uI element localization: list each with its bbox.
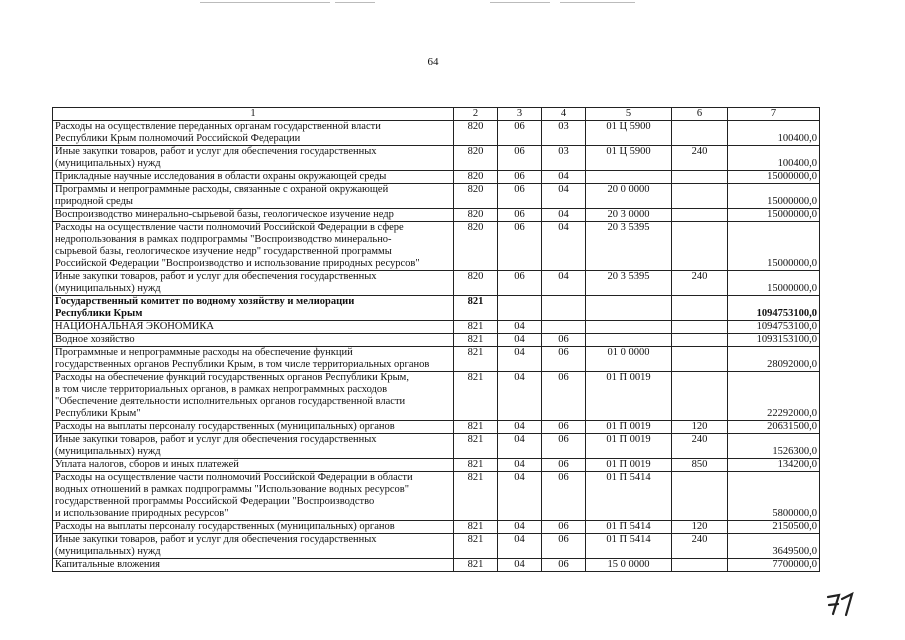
row-expense-type-cell (672, 171, 728, 184)
row-target-article-cell (586, 171, 672, 184)
header-cell: 3 (498, 108, 542, 121)
row-amount-cell: 15000000,0 (728, 271, 820, 296)
row-description-cell: Прикладные научные исследования в области охраны окружающей среды (53, 171, 454, 184)
row-target-article-cell: 20 3 5395 (586, 271, 672, 296)
table-row (53, 271, 820, 296)
row-subsection-cell (542, 296, 586, 321)
row-amount-cell: 15000000,0 (728, 209, 820, 222)
row-expense-type-cell (672, 334, 728, 347)
table-row (53, 321, 820, 334)
row-section-cell: 04 (498, 521, 542, 534)
row-expense-type-cell (672, 184, 728, 209)
row-description-cell: Иные закупки товаров, работ и услуг для обеспечения государственных (муниципальных) нужд (53, 146, 454, 171)
table-row (53, 146, 820, 171)
row-description-cell: Расходы на осуществление части полномочий Российской Федерации в области водных отношений в рамках подпрограммы "Использование водных ресурсов" государственной программы Российской Федерации "Воспроизводство и использование природных ресурсов" (53, 472, 454, 521)
row-description-cell: Государственный комитет по водному хозяйству и мелиорации Республики Крым (53, 296, 454, 321)
row-amount-cell: 22292000,0 (728, 372, 820, 421)
row-amount-cell: 5800000,0 (728, 472, 820, 521)
table-row (53, 334, 820, 347)
row-amount-cell: 3649500,0 (728, 534, 820, 559)
header-cell: 7 (728, 108, 820, 121)
row-target-article-cell (586, 334, 672, 347)
row-description-cell: Воспроизводство минерально-сырьевой базы, геологическое изучение недр (53, 209, 454, 222)
table-row (53, 222, 820, 271)
row-target-article-cell (586, 321, 672, 334)
table-row (53, 421, 820, 434)
row-description-cell: Программы и непрограммные расходы, связанные с охраной окружающей природной среды (53, 184, 454, 209)
row-target-article-cell: 01 П 5414 (586, 521, 672, 534)
row-target-article-cell: 01 Ц 5900 (586, 146, 672, 171)
table-row (53, 559, 820, 572)
row-expense-type-cell: 240 (672, 534, 728, 559)
header-cell: 4 (542, 108, 586, 121)
row-section-cell: 04 (498, 472, 542, 521)
row-description-cell: Иные закупки товаров, работ и услуг для обеспечения государственных (муниципальных) нужд (53, 271, 454, 296)
row-expense-type-cell: 120 (672, 421, 728, 434)
header-cell: 5 (586, 108, 672, 121)
row-target-article-cell: 01 П 5414 (586, 534, 672, 559)
table-row (53, 121, 820, 146)
row-target-article-cell: 01 П 0019 (586, 421, 672, 434)
row-description-cell: Программные и непрограммные расходы на обеспечение функций государственных органов Республики Крым, в том числе территориальных органов (53, 347, 454, 372)
page-number: 64 (427, 56, 439, 68)
budget-table-container (52, 107, 820, 572)
row-amount-cell: 2150500,0 (728, 521, 820, 534)
table-row (53, 534, 820, 559)
row-expense-type-cell (672, 121, 728, 146)
row-expense-type-cell: 240 (672, 271, 728, 296)
budget-table (52, 107, 820, 572)
handwritten-mark-signature (824, 588, 858, 618)
row-description-cell: НАЦИОНАЛЬНАЯ ЭКОНОМИКА (53, 321, 454, 334)
row-target-article-cell: 01 П 5414 (586, 472, 672, 521)
row-admin-code-cell: 820 (454, 271, 498, 296)
header-cell: 6 (672, 108, 728, 121)
row-section-cell: 06 (498, 271, 542, 296)
row-section-cell: 04 (498, 434, 542, 459)
row-admin-code-cell: 821 (454, 472, 498, 521)
row-amount-cell: 1094753100,0 (728, 321, 820, 334)
row-admin-code-cell: 821 (454, 347, 498, 372)
table-row (53, 184, 820, 209)
row-target-article-cell: 01 0 0000 (586, 347, 672, 372)
table-row (53, 171, 820, 184)
row-section-cell: 06 (498, 184, 542, 209)
row-target-article-cell: 20 3 5395 (586, 222, 672, 271)
row-target-article-cell: 20 0 0000 (586, 184, 672, 209)
row-admin-code-cell: 820 (454, 121, 498, 146)
row-amount-cell: 134200,0 (728, 459, 820, 472)
row-section-cell: 04 (498, 534, 542, 559)
table-row (53, 472, 820, 521)
row-expense-type-cell (672, 209, 728, 222)
row-admin-code-cell: 820 (454, 146, 498, 171)
table-header-row (53, 108, 820, 121)
row-description-cell: Расходы на осуществление части полномочий Российской Федерации в сфере недропользования в рамках подпрограммы "Воспроизводство минерально- сырьевой базы, геологическое изучение недр" государственной программы Российской Федерации "Воспроизводство и использование природных ресурсов" (53, 222, 454, 271)
scan-artifact-line (335, 2, 375, 3)
row-admin-code-cell: 820 (454, 184, 498, 209)
row-admin-code-cell: 821 (454, 296, 498, 321)
row-section-cell: 06 (498, 222, 542, 271)
row-section-cell: 06 (498, 146, 542, 171)
table-row (53, 521, 820, 534)
row-subsection-cell: 04 (542, 271, 586, 296)
row-description-cell: Расходы на выплаты персоналу государственных (муниципальных) органов (53, 521, 454, 534)
row-expense-type-cell (672, 472, 728, 521)
row-admin-code-cell: 821 (454, 372, 498, 421)
row-description-cell: Водное хозяйство (53, 334, 454, 347)
row-description-cell: Расходы на выплаты персоналу государственных (муниципальных) органов (53, 421, 454, 434)
row-amount-cell: 15000000,0 (728, 184, 820, 209)
scan-artifact-line (490, 2, 550, 3)
row-section-cell: 04 (498, 421, 542, 434)
row-section-cell: 04 (498, 372, 542, 421)
row-section-cell: 04 (498, 347, 542, 372)
row-expense-type-cell (672, 296, 728, 321)
scan-artifact-line (560, 2, 635, 3)
row-subsection-cell: 06 (542, 372, 586, 421)
row-amount-cell: 100400,0 (728, 146, 820, 171)
row-subsection-cell: 06 (542, 434, 586, 459)
row-admin-code-cell: 821 (454, 521, 498, 534)
row-expense-type-cell (672, 372, 728, 421)
row-section-cell: 04 (498, 459, 542, 472)
scan-artifact-line (200, 2, 330, 3)
row-subsection-cell: 06 (542, 421, 586, 434)
row-subsection-cell: 04 (542, 184, 586, 209)
row-target-article-cell: 20 3 0000 (586, 209, 672, 222)
row-amount-cell: 100400,0 (728, 121, 820, 146)
row-admin-code-cell: 821 (454, 434, 498, 459)
row-admin-code-cell: 820 (454, 222, 498, 271)
row-target-article-cell: 01 П 0019 (586, 372, 672, 421)
row-expense-type-cell: 240 (672, 146, 728, 171)
row-subsection-cell: 04 (542, 171, 586, 184)
table-row (53, 347, 820, 372)
row-amount-cell: 1526300,0 (728, 434, 820, 459)
row-description-cell: Расходы на осуществление переданных органам государственной власти Республики Крым полномочий Российской Федерации (53, 121, 454, 146)
row-target-article-cell: 01 Ц 5900 (586, 121, 672, 146)
row-amount-cell: 15000000,0 (728, 171, 820, 184)
row-amount-cell: 1094753100,0 (728, 296, 820, 321)
row-section-cell: 06 (498, 209, 542, 222)
row-expense-type-cell (672, 347, 728, 372)
row-amount-cell: 20631500,0 (728, 421, 820, 434)
row-description-cell: Расходы на обеспечение функций государственных органов Республики Крым, в том числе территориальных органов, в рамках непрограммных расходов "Обеспечение деятельности исполнительных органов государственной власти Республики Крым" (53, 372, 454, 421)
row-section-cell: 04 (498, 559, 542, 572)
row-subsection-cell: 06 (542, 521, 586, 534)
row-section-cell: 04 (498, 334, 542, 347)
row-subsection-cell: 03 (542, 146, 586, 171)
row-target-article-cell: 01 П 0019 (586, 434, 672, 459)
row-subsection-cell: 06 (542, 334, 586, 347)
row-admin-code-cell: 821 (454, 321, 498, 334)
row-admin-code-cell: 821 (454, 534, 498, 559)
row-admin-code-cell: 821 (454, 334, 498, 347)
row-subsection-cell: 04 (542, 222, 586, 271)
row-subsection-cell: 06 (542, 559, 586, 572)
row-subsection-cell: 06 (542, 534, 586, 559)
row-subsection-cell: 04 (542, 209, 586, 222)
table-row (53, 372, 820, 421)
row-target-article-cell: 15 0 0000 (586, 559, 672, 572)
table-row (53, 296, 820, 321)
row-section-cell: 04 (498, 321, 542, 334)
table-row (53, 209, 820, 222)
header-cell: 1 (53, 108, 454, 121)
row-subsection-cell: 06 (542, 459, 586, 472)
row-target-article-cell (586, 296, 672, 321)
table-row (53, 434, 820, 459)
row-admin-code-cell: 820 (454, 209, 498, 222)
row-admin-code-cell: 821 (454, 421, 498, 434)
row-description-cell: Иные закупки товаров, работ и услуг для обеспечения государственных (муниципальных) нужд (53, 434, 454, 459)
row-amount-cell: 28092000,0 (728, 347, 820, 372)
header-cell: 2 (454, 108, 498, 121)
row-description-cell: Уплата налогов, сборов и иных платежей (53, 459, 454, 472)
row-subsection-cell: 03 (542, 121, 586, 146)
budget-table-body (53, 108, 820, 572)
row-amount-cell: 7700000,0 (728, 559, 820, 572)
row-admin-code-cell: 820 (454, 171, 498, 184)
row-expense-type-cell: 120 (672, 521, 728, 534)
row-target-article-cell: 01 П 0019 (586, 459, 672, 472)
table-row (53, 459, 820, 472)
row-subsection-cell: 06 (542, 472, 586, 521)
row-expense-type-cell (672, 559, 728, 572)
row-amount-cell: 15000000,0 (728, 222, 820, 271)
row-section-cell: 06 (498, 121, 542, 146)
row-description-cell: Иные закупки товаров, работ и услуг для обеспечения государственных (муниципальных) нужд (53, 534, 454, 559)
row-admin-code-cell: 821 (454, 559, 498, 572)
row-description-cell: Капитальные вложения (53, 559, 454, 572)
row-expense-type-cell: 850 (672, 459, 728, 472)
row-expense-type-cell (672, 222, 728, 271)
row-section-cell (498, 296, 542, 321)
row-subsection-cell: 06 (542, 347, 586, 372)
row-admin-code-cell: 821 (454, 459, 498, 472)
row-expense-type-cell: 240 (672, 434, 728, 459)
row-section-cell: 06 (498, 171, 542, 184)
row-amount-cell: 1093153100,0 (728, 334, 820, 347)
row-subsection-cell (542, 321, 586, 334)
row-expense-type-cell (672, 321, 728, 334)
